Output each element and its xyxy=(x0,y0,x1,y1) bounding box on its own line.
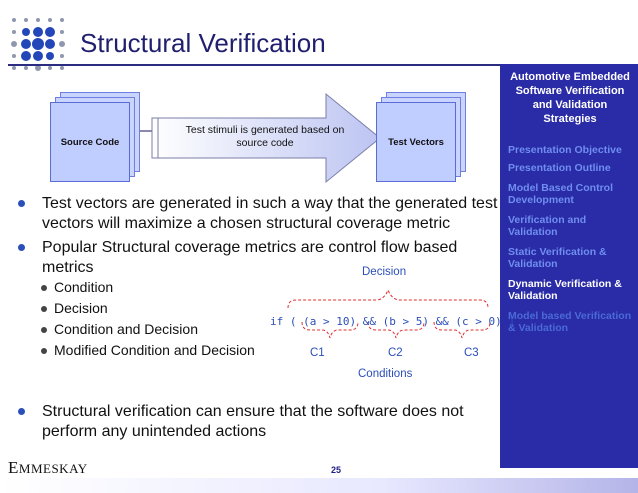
logo-dot xyxy=(33,51,43,61)
title-divider xyxy=(8,64,500,66)
logo-dot xyxy=(36,18,40,22)
sidebar-item-static-verification[interactable]: Static Verification & Validation xyxy=(508,246,607,270)
logo-dots xyxy=(8,14,68,78)
logo-dot xyxy=(48,18,52,22)
logo-dot xyxy=(12,18,16,22)
sidebar-header: Automotive Embedded Software Verification and Validation Strategies xyxy=(510,71,630,125)
logo-rest: MMESKAY xyxy=(18,461,88,476)
sub-bullet-item xyxy=(54,342,255,358)
logo-dot xyxy=(32,38,44,50)
logo-dot xyxy=(45,27,55,37)
page-title: Structural Verification xyxy=(80,28,326,58)
bullet-marker xyxy=(18,244,25,251)
bullet-item xyxy=(18,402,498,442)
condition-label-c2: C2 xyxy=(388,347,403,359)
logo-dot xyxy=(60,54,64,58)
logo-dot xyxy=(21,39,31,49)
source-code-label: Source Code xyxy=(50,102,130,182)
bullet-text: Structural verification can ensure that the software does not perform any unintended actions xyxy=(42,403,464,440)
bullet-text: Popular Structural coverage metrics are control flow based metrics xyxy=(42,239,458,276)
sidebar-item-dynamic-verification[interactable]: Dynamic Verification & Validation xyxy=(508,278,622,302)
sidebar xyxy=(500,64,638,468)
sub-bullet-marker xyxy=(41,327,47,333)
sidebar-item-model-based-verification[interactable]: Model based Verification & Validation xyxy=(508,310,632,334)
test-vectors-stack xyxy=(376,92,466,182)
sub-bullet-text: Condition and Decision xyxy=(54,321,198,337)
condition-label-c1: C1 xyxy=(310,347,325,359)
logo-dot xyxy=(33,27,43,37)
code-expression: if ( (a > 10) && (b > 5) && (c > 0) ) xyxy=(270,315,516,328)
logo-dot xyxy=(12,30,16,34)
source-code-stack xyxy=(50,92,140,182)
bullet-item xyxy=(18,238,498,278)
footer-band xyxy=(0,478,638,493)
bullet-marker xyxy=(18,200,25,207)
code-braces xyxy=(284,282,494,344)
sub-bullet-text: Modified Condition and Decision xyxy=(54,342,255,358)
conditions-label: Conditions xyxy=(358,368,413,380)
bullet-text: Test vectors are generated in such a way that the generated test vectors will maximize a chosen structural coverage metric xyxy=(42,195,498,232)
logo-dot xyxy=(48,66,52,70)
logo-dot xyxy=(11,41,17,47)
logo-dot xyxy=(46,52,54,60)
sub-bullet-item xyxy=(54,279,113,295)
sub-bullet-text: Condition xyxy=(54,279,114,295)
test-vectors-label: Test Vectors xyxy=(376,102,456,182)
logo-dot xyxy=(12,66,16,70)
company-logo xyxy=(8,458,88,478)
sub-bullet-marker xyxy=(41,285,47,291)
logo-dot xyxy=(24,18,28,22)
sub-bullet-item xyxy=(54,300,108,316)
bullet-item xyxy=(18,194,498,234)
sub-bullet-marker xyxy=(41,306,47,312)
decision-label: Decision xyxy=(362,266,407,278)
sidebar-item-presentation-outline[interactable]: Presentation Outline xyxy=(508,162,611,174)
sidebar-item-model-based-control[interactable]: Model Based Control Development xyxy=(508,182,614,206)
arrow-caption: Test stimuli is generated based on source code xyxy=(185,124,345,149)
logo-dot xyxy=(60,18,64,22)
logo-dot xyxy=(60,66,64,70)
bullet-marker xyxy=(18,408,25,415)
condition-label-c3: C3 xyxy=(464,347,479,359)
sub-bullet-marker xyxy=(41,348,47,354)
logo-dot xyxy=(12,54,16,58)
logo-dot xyxy=(24,66,28,70)
sub-bullet-text: Decision xyxy=(54,300,108,316)
logo-dot xyxy=(60,30,64,34)
sub-bullet-item xyxy=(54,321,198,337)
page-number: 25 xyxy=(331,465,342,475)
logo-first-letter: E xyxy=(8,458,19,477)
logo-dot xyxy=(21,51,31,61)
logo-dot xyxy=(59,41,65,47)
logo-dot xyxy=(22,28,30,36)
sidebar-item-presentation-objective[interactable]: Presentation Objective xyxy=(508,144,622,156)
sidebar-item-verification-validation[interactable]: Verification and Validation xyxy=(508,214,587,238)
logo-dot xyxy=(45,39,55,49)
